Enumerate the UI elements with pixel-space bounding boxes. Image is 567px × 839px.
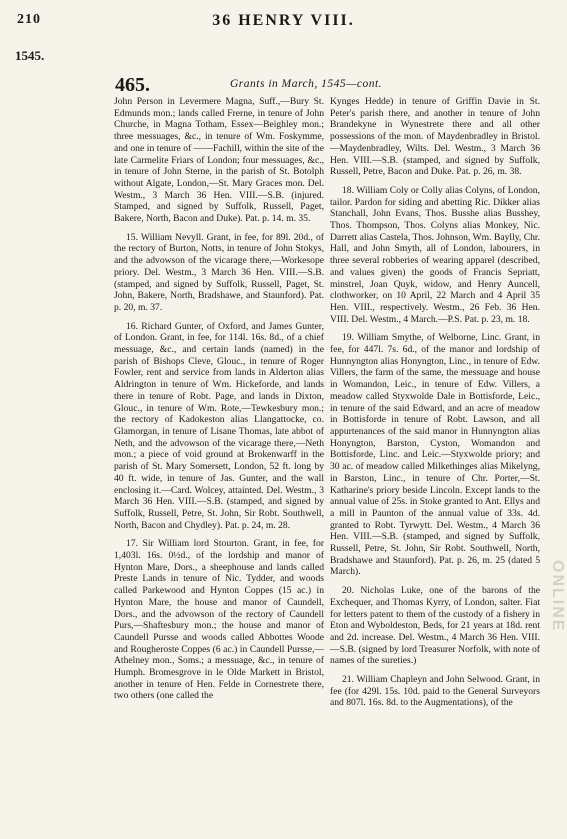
left-column [114, 96, 324, 709]
paragraph: Kynges Hedde) in tenure of Griffin Davie in St. Peter's parish there, and another in tenure of John Brandekyne in Wynestrete there and all other possessions of the mon. of Maydenbradley in Bristol.—Maydenbradley, Wilts. Del. Westm., 3 March 36 Hen. VIII.—S.B. (stamped, and signed by Suffolk, Russell, Petre, Bacon and Duke. Pat. p. 26, m. 38. [330, 96, 540, 178]
running-title: 36 HENRY VIII. [212, 12, 355, 29]
running-header [0, 12, 567, 34]
paragraph: 20. Nicholas Luke, one of the barons of the Exchequer, and Thomas Kyrry, of London, salter. Fiat for letters patent to them of the custody of a fishery in Eton and Wyboldeston, Beds, for 21 years at 18d. rent and 2d. increase. Del. Westm., 4 March 36 Hen. VIII.—S.B. (signed by lord Treasurer Norfolk, with note of names of the sureties.) [330, 585, 540, 667]
paragraph: 19. William Smythe, of Welborne, Linc. Grant, in fee, for 447l. 7s. 6d., of the manor and lordship of Hunnyngton alias Honyngton, Linc., in tenure of Edw. Villers, the farm of the same, the messuage and house in Womandon, Leic., in tenure of Edw. Villers, a meadow called Styxwolde Dale in Bottisforde, Leic., in tenure of the said Edward, and an acre of meadow in Bottisforde in tenure of Robt. Lawson, and all appurtenances of the said manor in Hunnyngton alias Honyngton, Barston, Cyston, Womandon and Bottisforde, Linc. and Leic.—Styxwolde priory; and 30 ac. of meadow called Milkethinges alias Mikelyng, in Barston, Linc., in tenure of Chr. Porter,—St. Katharine's priory beside Lincoln. Except lands to the annual value of 25s. in Stoke granted to Ant. Ellys and a mill in Paunton of the annual value of 33s. 4d. granted to Robt. Tyrwytt. Del. Westm., 4 March 36 Hen. VIII.—S.B. (stamped, and signed by Suffolk, Russell, Petre, St. John, Sir Robt. Southwell, North, Bradshawe and Staunford). Pat. p. 26, m. 25 (dated 5 March). [330, 332, 540, 578]
paragraph: 17. Sir William lord Stourton. Grant, in fee, for 1,403l. 16s. 0½d., of the lordship and manor of Hynton Mare, Dors., a sheephouse and lands called Preste Lands in tenure of Nic. Tydder, and woods called Parkewood and Hynton Coppes (15 ac.) in Hynton Mare, the house and manor of Caundell, Dors., and the advowson of the rectory of Caundell Purs,—Shaftesbury mon.; the house and manor of Caundell Pursse and woods called Abbottes Woode and Rougheroste Coppes (6 ac.) in Caundell Pursse,—Athelney mon., Soms.; a messuage, &c., in tenure of Humph. Bromesgrove in le Olde Markett in Bristol, another in tenure of Hen. Felde in Cornestrete there, two others (one called the [114, 538, 324, 702]
right-column [330, 96, 540, 716]
entry-title: Grants in March, 1545—cont. [230, 78, 383, 90]
paragraph: John Person in Levermere Magna, Suff.,—Bury St. Edmunds mon.; lands called Frerne, in tenure of John Churche, in Magna Totham, Essex—Beighley mon.; three messuages, &c., in tenure of Wm. Foskymme, and one in tenure of ——Fachill, within the site of the late Carmelite Friars of London; four messuages, &c., in tenure of John Sterne, in the parish of St. Botolph without Algate, London,—St. Mary Graces mon. Del. Westm., 3 March 36 Hen. VIII.—S.B. (injured. Stamped, and signed by Suffolk, Russell, Paget, Bakere, North, Bacon and Duke). Pat. p. 14. m. 35. [114, 96, 324, 225]
entry-number: 465. [115, 74, 150, 96]
paragraph: 21. William Chapleyn and John Selwood. Grant, in fee (for 429l. 15s. 10d. paid to the General Surveyors and 807l. 16s. 8d. to the Augmentations), of the [330, 674, 540, 709]
margin-year: 1545. [15, 48, 45, 63]
paragraph: 15. William Nevyll. Grant, in fee, for 89l. 20d., of the rectory of Burton, Notts, in tenure of John Stokys, and the advowson of the vicarage there,—Workesope priory. Del. Westm., 3 March 36 Hen. VIII.—S.B. (stamped, and signed by Suffolk, Russell, Paget, St. John, Bakere, North, Bradshawe, and Staunford). Pat. p. 20, m. 37. [114, 231, 324, 313]
watermark: ONLINE [549, 560, 566, 633]
paragraph: 16. Richard Gunter, of Oxford, and James Gunter, of London. Grant, in fee, for 114l. 16s. 8d., of a chief messuage, &c., and certain lands (named) in the parish of Bishops Cleve, Glouc., in tenure of Roger Fowler, rent and service from lands in Alderton alias Aldrington in tenure of Wm. Hickeforde, and lands there in tenure of Robt. Page, and lands in Dixton, Glouc., in tenure of Wm. Rote,—Tewkesbury mon.; the rectory of Kadokeston alias Llangattocke, co. Glamorgan, in tenure of Lisane Thomas, late abbot of Neth, and the advowson of the vicarage there,—Neth mon.; a piece of void ground at Brokenwarff in the parish of St. Mary Somersett, London, 52 ft. long by 40 ft. wide, in tenure of Jas. Gunter, and the wall enclosing it.—Card. Wolcey, attainted. Del. Westm., 3 March 36 Hen. VIII.—S.B. (stamped, and signed by Suffolk, Russell, Petre, St. John, Sir Robt. Southwell, North, Bacon and Chydley). Pat. p. 24, m. 28. [114, 320, 324, 531]
page-number: 210 [17, 12, 41, 27]
paragraph: 18. William Coly or Colly alias Colyns, of London, tailor. Pardon for siding and abetting Ric. Dikker alias Stanchall, John Evans, Thos. Busshe alias Busshey, Thos. Thompson, Thos. Colyns alias Monkey, Nic. Darrett alias Castela, Thos. Johnson, Wm. Baylly, Chr. Hall, and John Smyth, all of London, labourers, in three several robberies of wearing apparel (described, and values given) the goods of Francis Sepriatt, minstrel, Joan Quyk, widow, and Henry Auncell, clothworker, on 10 April, 22 March and 4 April 35 Hen. VIII., respectively. Westm., 26 Feb. 36 Hen. VIII. Del. Westm., 4 March.—P.S. Pat. p. 23, m. 18. [330, 184, 540, 325]
